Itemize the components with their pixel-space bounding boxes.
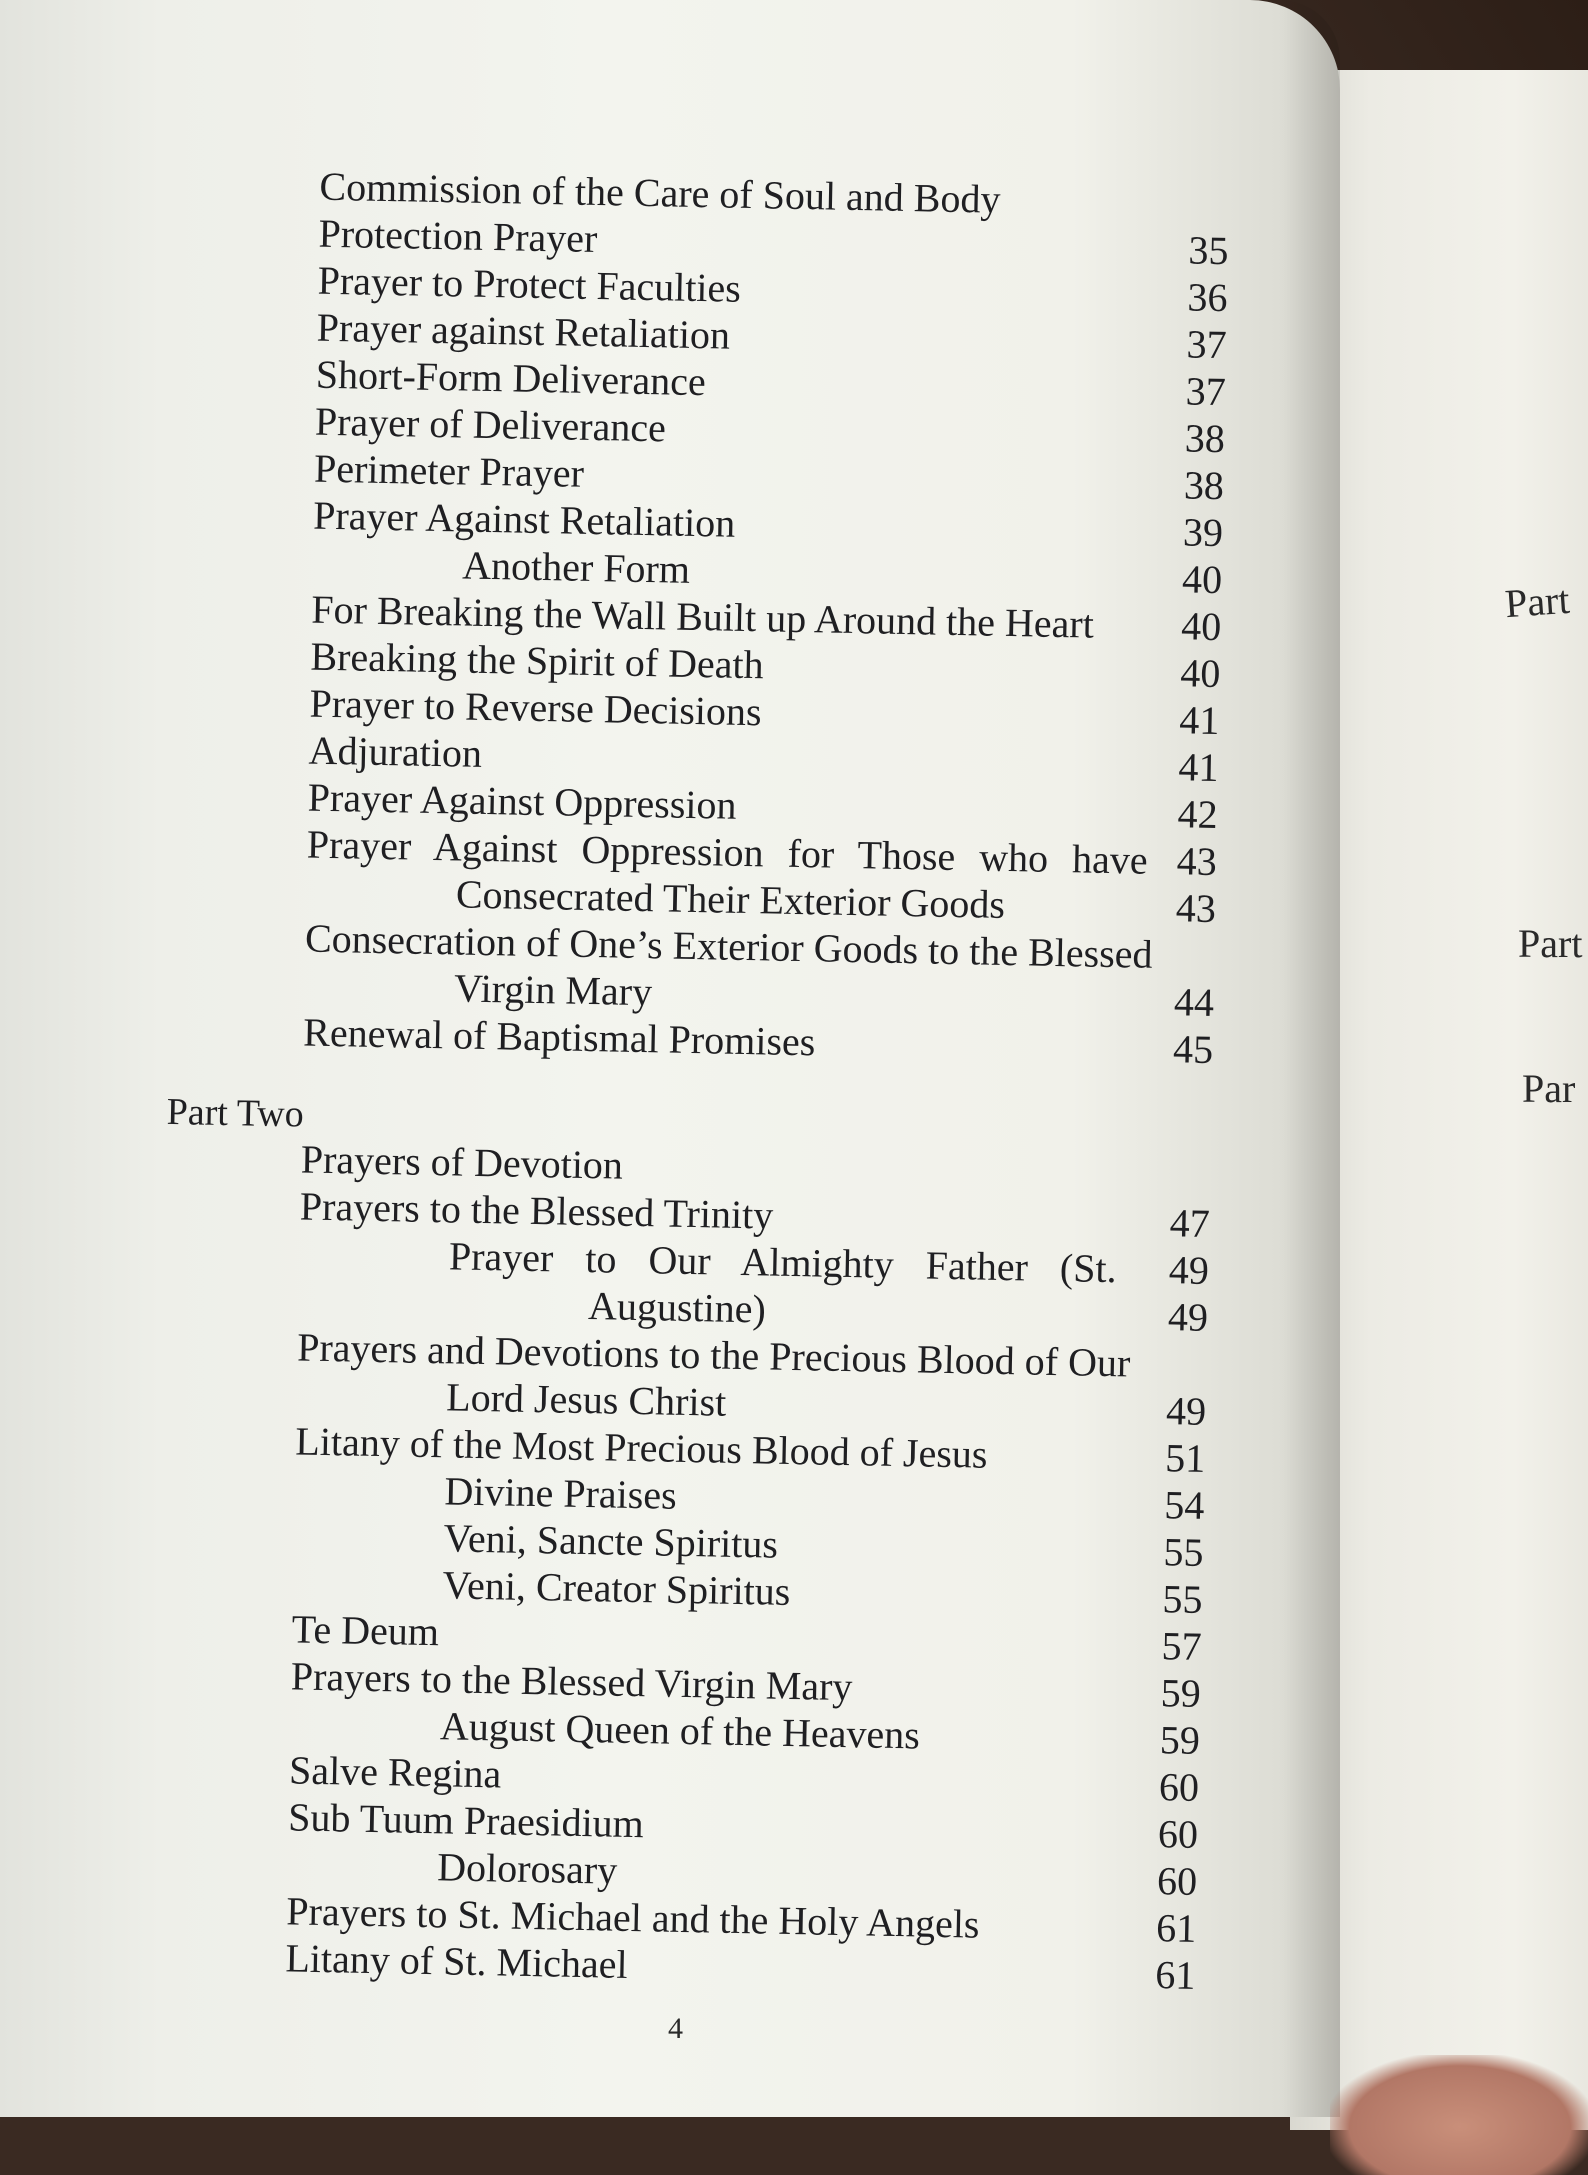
toc-page: 59 xyxy=(1159,1717,1201,1763)
toc-page: 49 xyxy=(1168,1247,1210,1293)
toc-title: Prayer against Retaliation xyxy=(316,304,731,358)
toc-page: 55 xyxy=(1162,1576,1203,1622)
toc-page: 43 xyxy=(1175,885,1217,932)
page-number: 4 xyxy=(668,2012,683,2045)
toc-page: 60 xyxy=(1158,1764,1200,1810)
toc-title: Renewal of Baptismal Promises xyxy=(302,1009,816,1065)
toc-page: 57 xyxy=(1161,1623,1203,1669)
toc-page: 60 xyxy=(1156,1858,1198,1904)
toc-page: 54 xyxy=(1163,1482,1205,1528)
toc-page: 59 xyxy=(1160,1670,1202,1716)
toc-page: 55 xyxy=(1163,1529,1204,1575)
toc-page: 43 xyxy=(1176,838,1218,885)
toc-page: 37 xyxy=(1185,368,1227,415)
toc-title: Short-Form Deliverance xyxy=(315,351,707,405)
toc-title: Commission of the Care of Soul and Body xyxy=(319,163,1001,222)
toc-title: Prayer to Our Almighty Father (St. xyxy=(448,1233,1118,1292)
part-heading-label: Part Two xyxy=(166,1090,305,1136)
right-page-heading-1: Part xyxy=(1503,576,1571,627)
toc-title: Prayers to the Blessed Virgin Mary xyxy=(290,1653,853,1710)
toc-title: Prayer Against Retaliation xyxy=(312,492,736,546)
toc-title: Adjuration xyxy=(308,727,483,776)
toc-title: Veni, Sancte Spiritus xyxy=(443,1515,779,1567)
toc-title: August Queen of the Heavens xyxy=(439,1703,921,1758)
toc-page: 35 xyxy=(1188,227,1229,274)
toc-title: Lord Jesus Christ xyxy=(445,1374,727,1425)
toc-page: 45 xyxy=(1172,1026,1214,1072)
toc-page: 61 xyxy=(1155,1905,1197,1951)
toc-page: 40 xyxy=(1181,556,1223,603)
right-page-heading-2: Part xyxy=(1518,921,1583,966)
toc-title: Prayer Against Oppression for Those who have xyxy=(306,821,1149,883)
toc-title: Sub Tuum Praesidium xyxy=(287,1794,645,1847)
toc-title: Consecration of One’s Exterior Goods to the Blessed xyxy=(304,915,1153,977)
toc-page: 60 xyxy=(1157,1811,1199,1857)
toc-title: Protection Prayer xyxy=(318,210,598,262)
toc-title: Prayers to St. Michael and the Holy Angels xyxy=(285,1888,980,1947)
toc-title: For Breaking the Wall Built up Around the Heart xyxy=(310,586,1095,647)
toc-title: Litany of the Most Precious Blood of Jesus xyxy=(294,1418,988,1477)
toc-title: Virgin Mary xyxy=(453,965,653,1015)
thumb xyxy=(1330,2055,1588,2175)
toc-page: 40 xyxy=(1180,603,1222,650)
toc-title: Prayer to Reverse Decisions xyxy=(309,680,763,735)
toc-page: 39 xyxy=(1182,509,1224,556)
toc-title: Breaking the Spirit of Death xyxy=(310,633,765,688)
toc-title: Te Deum xyxy=(291,1606,440,1655)
toc-title: Prayer of Deliverance xyxy=(314,398,667,451)
table-of-contents xyxy=(145,160,1230,1999)
toc-page: 41 xyxy=(1179,697,1220,744)
toc-page: 47 xyxy=(1169,1200,1211,1246)
toc-title: Another Form xyxy=(461,542,691,592)
toc-title: Dolorosary xyxy=(436,1844,618,1893)
toc-page: 40 xyxy=(1179,650,1221,697)
toc-title: Prayers to the Blessed Trinity xyxy=(299,1183,774,1238)
toc-page: 36 xyxy=(1187,274,1228,321)
toc-page: 61 xyxy=(1154,1952,1196,1998)
toc-title: Consecrated Their Exterior Goods xyxy=(455,871,1006,927)
toc-title: Litany of St. Michael xyxy=(285,1935,629,1987)
toc-title: Prayer to Protect Faculties xyxy=(317,257,742,311)
toc-title: Prayers of Devotion xyxy=(300,1136,624,1188)
toc-title: Prayer Against Oppression xyxy=(307,774,737,828)
toc-page: 49 xyxy=(1167,1294,1209,1340)
toc-title: Veni, Creator Spiritus xyxy=(442,1562,791,1614)
toc-page: 42 xyxy=(1177,791,1219,838)
toc-page: 41 xyxy=(1178,744,1219,791)
toc-title: Salve Regina xyxy=(288,1747,502,1797)
toc-title: Perimeter Prayer xyxy=(313,445,585,496)
toc-page: 44 xyxy=(1173,979,1215,1026)
toc-page: 38 xyxy=(1183,462,1225,509)
toc-page: 37 xyxy=(1186,321,1228,368)
toc-page: 38 xyxy=(1184,415,1226,462)
toc-title: Divine Praises xyxy=(444,1468,678,1518)
toc-title: Prayers and Devotions to the Precious Blood of Our xyxy=(296,1324,1131,1386)
toc-page: 51 xyxy=(1164,1435,1206,1481)
toc-title: Augustine) xyxy=(587,1283,767,1332)
toc-page: 49 xyxy=(1165,1388,1207,1434)
right-page-heading-3: Par xyxy=(1522,1066,1576,1111)
